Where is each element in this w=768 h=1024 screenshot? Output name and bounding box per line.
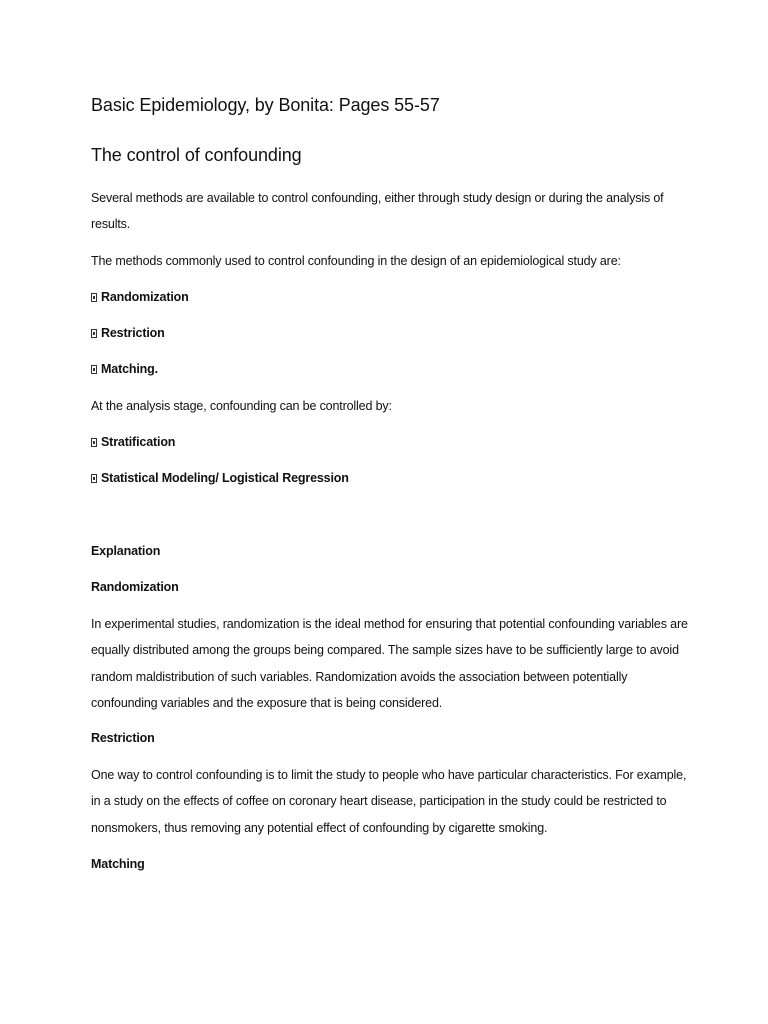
explanation-heading: Explanation xyxy=(91,544,161,558)
list-item xyxy=(91,362,158,376)
restriction-paragraph: One way to control confounding is to limit the study to people who have particular characteristics. For example, in a study on the effects of coffee on coronary heart disease, participation in the study could be restricted to nonsmokers, thus removing any potential effect of confounding by cigarette smoking. xyxy=(91,768,687,835)
list-item xyxy=(91,290,189,304)
list-item xyxy=(91,471,349,485)
matching-heading: Matching xyxy=(91,857,145,871)
restriction-heading: Restriction xyxy=(91,731,155,745)
list-item-label: Matching. xyxy=(101,362,158,376)
bullet-icon xyxy=(91,293,97,302)
list-item-label: Restriction xyxy=(101,326,165,340)
bullet-icon xyxy=(91,365,97,374)
analysis-lead: At the analysis stage, confounding can be controlled by: xyxy=(91,399,392,413)
randomization-paragraph: In experimental studies, randomization is the ideal method for ensuring that potential confounding variables are equally distributed among the groups being compared. The sample sizes have to be sufficiently large to avoid random maldistribution of such variables. Randomization avoids the association between potentially confounding variables and the exposure that is being considered. xyxy=(91,617,688,710)
list-item-label: Stratification xyxy=(101,435,176,449)
design-methods-lead: The methods commonly used to control confounding in the design of an epidemiological study are: xyxy=(91,254,621,268)
intro-paragraph: Several methods are available to control confounding, either through study design or during the analysis of results. xyxy=(91,191,664,232)
list-item xyxy=(91,326,165,340)
section-title: The control of confounding xyxy=(91,145,302,165)
list-item-label: Randomization xyxy=(101,290,189,304)
bullet-icon xyxy=(91,438,97,447)
randomization-heading: Randomization xyxy=(91,580,179,594)
list-item-label: Statistical Modeling/ Logistical Regression xyxy=(101,471,349,485)
document-title: Basic Epidemiology, by Bonita: Pages 55-57 xyxy=(91,95,440,115)
bullet-icon xyxy=(91,474,97,483)
list-item xyxy=(91,435,175,449)
bullet-icon xyxy=(91,329,97,338)
